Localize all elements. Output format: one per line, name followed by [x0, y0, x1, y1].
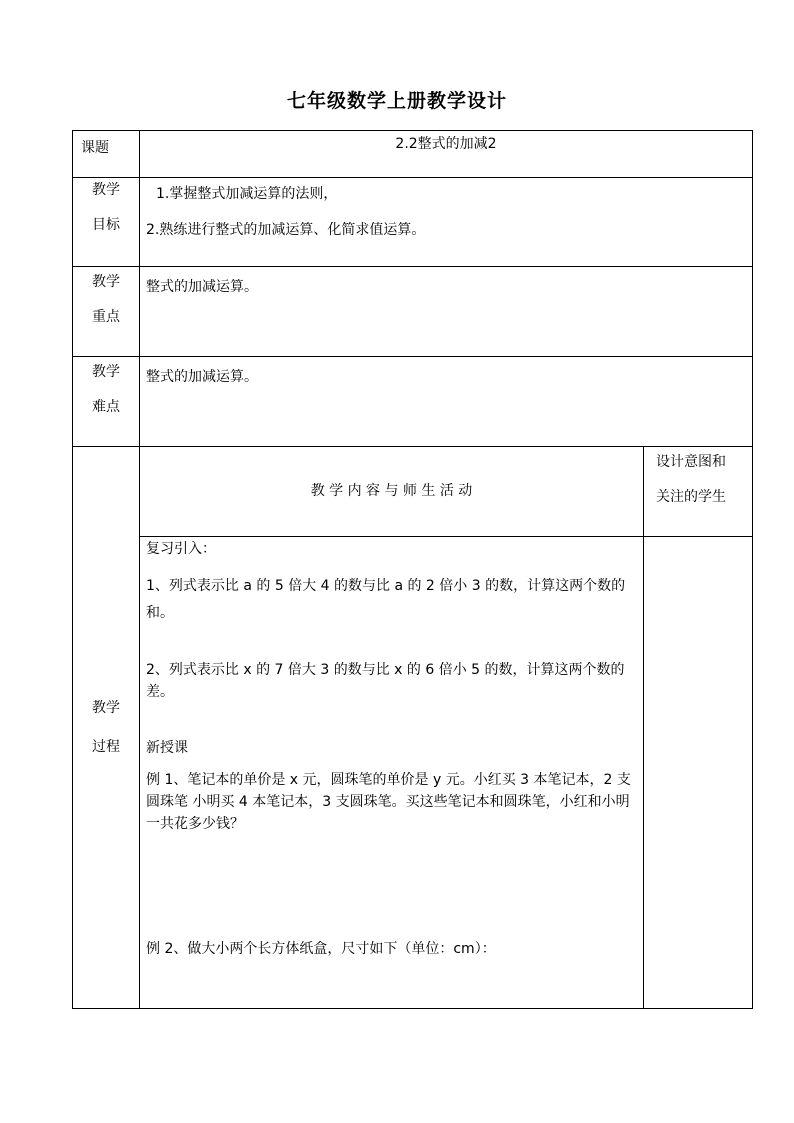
goals-content: [140, 178, 753, 267]
goal-item: 1.掌握整式加减运算的法则，: [156, 186, 338, 202]
example-2: 例 2、做大小两个长方体纸盒，尺寸如下（单位：cm）：: [146, 941, 496, 958]
example-1: 例 1、笔记本的单价是 x 元，圆珠笔的单价是 y 元。小红买 3 本笔记本，2 支圆珠笔 小明买 4 本笔记本，3 支圆珠笔。买这些笔记本和圆珠笔，小红和小明一共花多少钱？: [146, 772, 631, 832]
row-topic: [73, 131, 753, 178]
hard-content: 整式的加减运算。: [140, 357, 753, 447]
page-title: 七年级数学上册教学设计: [286, 90, 507, 112]
goal-item: 2.熟练进行整式的加减运算、化简求值运算。: [146, 222, 426, 239]
key-label: 教学 重点: [73, 267, 140, 357]
content-header: 教 学 内 容 与 师 生 活 动: [140, 447, 644, 537]
key-content: 整式的加减运算。: [140, 267, 753, 357]
intent-header: 设计意图和 关注的学生: [644, 447, 753, 537]
topic-value: 2.2整式的加减2: [140, 131, 753, 178]
goals-label: 教学 目标: [73, 178, 140, 267]
row-process-body: [73, 537, 753, 1009]
review-title: 复习引入：: [146, 541, 216, 557]
hard-label: 教学 难点: [73, 357, 140, 447]
lesson-plan-table: [72, 130, 753, 1009]
row-difficulties: [73, 357, 753, 447]
new-lesson-title: 新授课: [146, 739, 188, 756]
row-goals: [73, 178, 753, 267]
review-question-2: 2、列式表示比 x 的 7 倍大 3 的数与比 x 的 6 倍小 5 的数，计算这两个数的差。: [146, 662, 625, 701]
intent-content: [644, 537, 753, 1009]
topic-label: 课题: [73, 131, 140, 178]
process-content: [140, 537, 644, 1009]
row-key-points: [73, 267, 753, 357]
row-process-header: [73, 447, 753, 537]
review-question-1: 1、列式表示比 a 的 5 倍大 4 的数与比 a 的 2 倍小 3 的数，计算这两个数的和。: [146, 578, 626, 621]
process-label: 教学 过程: [73, 447, 140, 1009]
